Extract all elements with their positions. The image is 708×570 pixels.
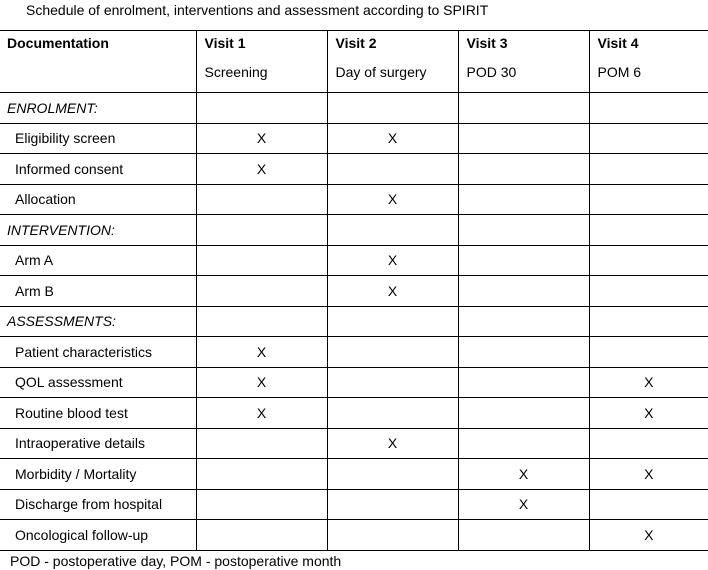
table-cell bbox=[327, 398, 458, 429]
header-documentation: Documentation bbox=[0, 31, 196, 93]
table-cell bbox=[327, 154, 458, 185]
table-cell bbox=[196, 489, 327, 520]
table-cell bbox=[589, 337, 708, 368]
header-visit-2: Visit 2 Day of surgery bbox=[327, 31, 458, 93]
section-row bbox=[0, 215, 708, 246]
table-cell bbox=[196, 428, 327, 459]
table-cell: X bbox=[196, 123, 327, 154]
header-row bbox=[0, 31, 708, 93]
table-row bbox=[0, 428, 708, 459]
table-cell bbox=[458, 215, 589, 246]
table-cell bbox=[458, 154, 589, 185]
row-label: Discharge from hospital bbox=[0, 489, 196, 520]
table-cell: X bbox=[196, 154, 327, 185]
table-cell: X bbox=[589, 459, 708, 490]
table-cell: X bbox=[458, 459, 589, 490]
table-cell bbox=[589, 489, 708, 520]
table-cell bbox=[196, 459, 327, 490]
table-cell bbox=[458, 520, 589, 551]
table-cell bbox=[589, 154, 708, 185]
table-caption: Schedule of enrolment, interventions and assessment according to SPIRIT bbox=[26, 2, 489, 18]
table-row bbox=[0, 184, 708, 215]
row-label: Allocation bbox=[0, 184, 196, 215]
table-cell: X bbox=[589, 520, 708, 551]
table-cell bbox=[458, 428, 589, 459]
table-cell bbox=[196, 520, 327, 551]
table-cell bbox=[589, 123, 708, 154]
table-cell bbox=[327, 93, 458, 124]
table-cell: X bbox=[327, 245, 458, 276]
section-heading: ASSESSMENTS: bbox=[0, 306, 196, 337]
table-cell bbox=[458, 93, 589, 124]
row-label: Arm B bbox=[0, 276, 196, 307]
table-cell bbox=[458, 184, 589, 215]
table-cell: X bbox=[589, 398, 708, 429]
table-cell bbox=[327, 459, 458, 490]
table-cell bbox=[196, 93, 327, 124]
row-label: Arm A bbox=[0, 245, 196, 276]
row-label: Morbidity / Mortality bbox=[0, 459, 196, 490]
table-cell: X bbox=[458, 489, 589, 520]
table-cell bbox=[196, 215, 327, 246]
table-row bbox=[0, 367, 708, 398]
table-cell bbox=[458, 367, 589, 398]
row-label: QOL assessment bbox=[0, 367, 196, 398]
table-cell bbox=[458, 306, 589, 337]
table-cell: X bbox=[196, 398, 327, 429]
row-label: Eligibility screen bbox=[0, 123, 196, 154]
table-cell bbox=[327, 520, 458, 551]
table-cell: X bbox=[327, 123, 458, 154]
table-cell bbox=[589, 184, 708, 215]
table-cell bbox=[458, 123, 589, 154]
header-visit-3: Visit 3 POD 30 bbox=[458, 31, 589, 93]
table-cell bbox=[327, 489, 458, 520]
table-cell bbox=[196, 245, 327, 276]
table-cell: X bbox=[327, 276, 458, 307]
table-row bbox=[0, 123, 708, 154]
table-row bbox=[0, 154, 708, 185]
table-cell bbox=[589, 93, 708, 124]
table-cell: X bbox=[589, 367, 708, 398]
table-cell bbox=[458, 276, 589, 307]
row-label: Informed consent bbox=[0, 154, 196, 185]
table-cell: X bbox=[196, 337, 327, 368]
row-label: Patient characteristics bbox=[0, 337, 196, 368]
row-label: Oncological follow-up bbox=[0, 520, 196, 551]
section-row bbox=[0, 306, 708, 337]
table-cell bbox=[327, 367, 458, 398]
table-row bbox=[0, 276, 708, 307]
table-row bbox=[0, 245, 708, 276]
table-cell bbox=[458, 245, 589, 276]
table-cell: X bbox=[327, 184, 458, 215]
table-row bbox=[0, 520, 708, 551]
table-cell bbox=[196, 184, 327, 215]
section-heading: INTERVENTION: bbox=[0, 215, 196, 246]
header-visit-4: Visit 4 POM 6 bbox=[589, 31, 708, 93]
footnote: POD - postoperative day, POM - postoperative month bbox=[10, 553, 342, 569]
table-row bbox=[0, 337, 708, 368]
table-row bbox=[0, 398, 708, 429]
table-cell bbox=[589, 306, 708, 337]
header-visit-1: Visit 1 Screening bbox=[196, 31, 327, 93]
section-heading: ENROLMENT: bbox=[0, 93, 196, 124]
table-row bbox=[0, 489, 708, 520]
row-label: Intraoperative details bbox=[0, 428, 196, 459]
spirit-schedule-table bbox=[0, 30, 708, 551]
row-label: Routine blood test bbox=[0, 398, 196, 429]
table-cell bbox=[589, 428, 708, 459]
table-row bbox=[0, 459, 708, 490]
table-cell: X bbox=[327, 428, 458, 459]
table-cell bbox=[458, 337, 589, 368]
section-row bbox=[0, 93, 708, 124]
table-cell: X bbox=[196, 367, 327, 398]
table-cell bbox=[327, 337, 458, 368]
table-cell bbox=[327, 306, 458, 337]
table-cell bbox=[196, 276, 327, 307]
table-cell bbox=[589, 215, 708, 246]
table-cell bbox=[458, 398, 589, 429]
table-cell bbox=[589, 245, 708, 276]
table-cell bbox=[327, 215, 458, 246]
table-cell bbox=[196, 306, 327, 337]
table-cell bbox=[589, 276, 708, 307]
